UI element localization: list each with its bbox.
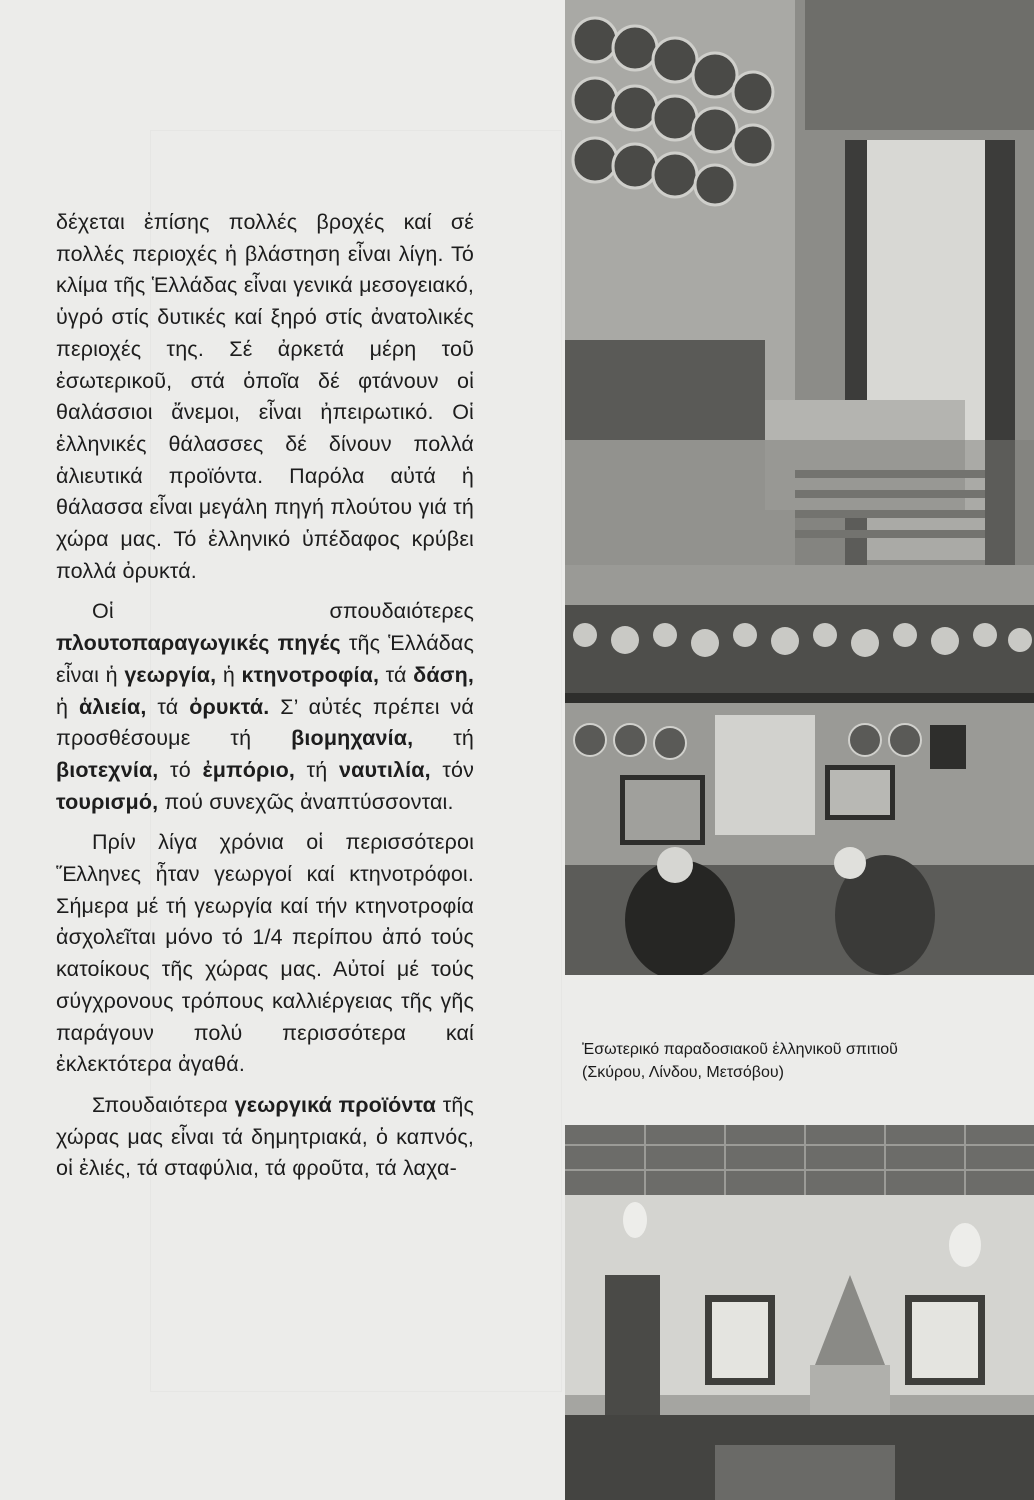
text-run: τῆς Ἑλλάδας εἶναι ἡ <box>56 631 474 687</box>
caption-line-1: Ἐσωτερικό παραδοσιακοῦ ἑλληνικοῦ σπιτιοῦ <box>582 1041 898 1058</box>
photo-lindos-graphic <box>565 565 1034 975</box>
paragraph <box>56 596 474 818</box>
bold-term: ἁλιεία, <box>78 694 147 719</box>
photo-lindos-interior <box>565 565 1034 975</box>
text-run: τῆς χώρας μας εἶναι τά δημητριακά, ὁ καπνός, οἱ ἐλιές, τά σταφύλια, τά φροῦτα, τά λαχα- <box>56 1092 475 1181</box>
bold-term: γεωργία, <box>124 662 217 687</box>
bold-term: δάση, <box>413 662 474 687</box>
text-run: τόν <box>430 757 474 782</box>
text-run: τό <box>158 757 203 782</box>
photo-metsovo-graphic <box>565 1125 1034 1500</box>
text-run: ἡ <box>56 694 79 719</box>
text-run: Σ’ αὐτές πρέπει νά προσθέσουμε τή <box>56 694 474 751</box>
paragraph <box>56 827 474 1081</box>
photo-caption <box>582 1038 1032 1084</box>
bold-term: κτηνοτροφία, <box>241 662 380 687</box>
text-run: δέχεται ἐπίσης πολλές βροχές καί σέ πολλές περιοχές ἡ βλάστηση εἶναι λίγη. Τό κλίμα τῆς Ἑλλάδας εἶναι γενικά μεσογειακό, ὑγρό στίς δυτικές καί ξηρό στίς ἀνατολικές περιοχές της. Σέ ἀρκετά μέρη τοῦ ἐσωτερικοῦ, στά ὁποῖα δέ φτάνουν οἱ θαλάσσιοι ἄνεμοι, εἶναι ἠπειρωτικό. Οἱ ἑλληνικές θάλασσες δέ δίνουν πολλά ἁλιευτικά προϊόντα. Παρόλα αὐτά ἡ θάλασσα εἶναι μεγάλη πηγή πλούτου γιά τή χώρα μας. Τό ἑλληνικό ὑπέδαφος κρύβει πολλά ὀρυκτά. <box>56 210 474 583</box>
bold-term: πλουτοπαραγωγικές πηγές <box>56 631 341 656</box>
text-run: πού συνεχῶς ἀναπτύσσονται. <box>158 789 454 814</box>
text-run: Οἱ σπουδαιότερες <box>92 599 474 624</box>
text-run: τή <box>294 757 339 782</box>
text-run: τή <box>413 726 474 751</box>
photo-metsovo-interior <box>565 1125 1034 1500</box>
text-run: Πρίν λίγα χρόνια οἱ περισσότεροι Ἕλληνες ἦταν γεωργοί καί κτηνοτρόφοι. Σήμερα μέ τή γεωργία καί τήν κτηνοτροφία ἀσχολεῖται μόνο τό 1/4 περίπου ἀπό τούς κατοίκους τῆς χώρας μας. Αὐτοί μέ τούς σύγχρονους τρόπους καλλιέργειας τῆς γῆς παράγουν πολύ περισσότερα καί ἐκλεκτότερα ἀγαθά. <box>56 830 474 1077</box>
bold-term: τουρισμό, <box>56 789 159 814</box>
text-run: τά <box>146 694 190 719</box>
text-run: τά <box>379 662 414 687</box>
paragraph <box>56 1090 474 1185</box>
body-text-column <box>56 207 474 1185</box>
bold-term: γεωργικά προϊόντα <box>234 1092 436 1117</box>
bold-term: ἐμπόριο, <box>202 757 295 782</box>
text-run: ἡ <box>216 662 242 687</box>
paragraph <box>56 207 474 587</box>
photo-skyros-interior <box>565 0 1034 565</box>
bold-term: ναυτιλία, <box>338 757 431 782</box>
bold-term: βιοτεχνία, <box>56 757 159 782</box>
text-run: Σπουδαιότερα <box>92 1092 235 1117</box>
photo-skyros-graphic <box>565 0 1034 565</box>
bold-term: βιομηχανία, <box>291 726 414 751</box>
caption-line-2: (Σκύρου, Λίνδου, Μετσόβου) <box>582 1064 784 1081</box>
bold-term: ὀρυκτά. <box>189 694 270 719</box>
